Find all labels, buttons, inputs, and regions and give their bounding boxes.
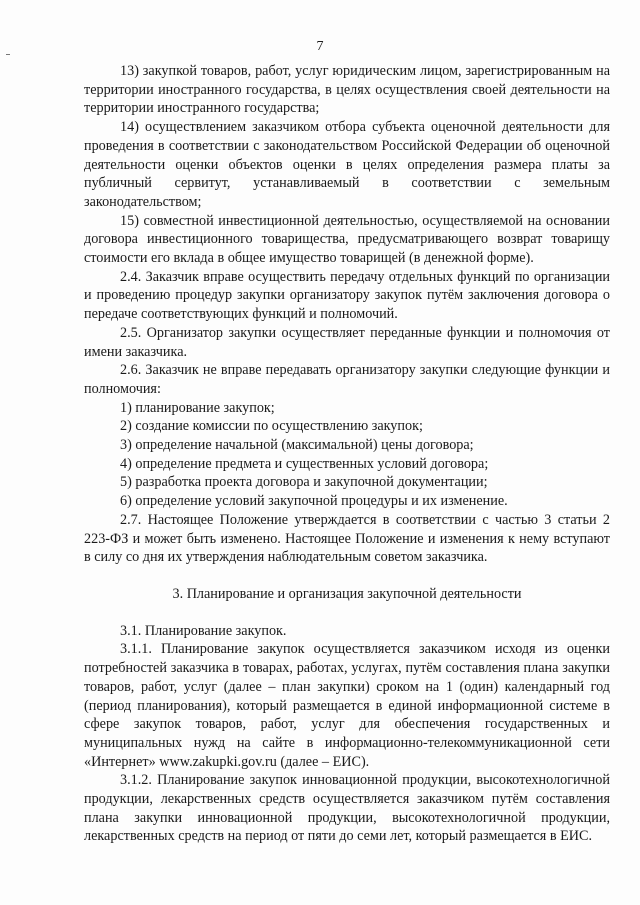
paragraph: 2.6. Заказчик не вправе передавать организатору закупки следующие функции и полномочия: <box>84 362 610 397</box>
paragraph: 3.1.2. Планирование закупок инновационной продукции, высокотехнологичной продукции, лекарственных средств осуществляется заказчиком путём составления плана закупки инновационной продукции, высокотехнологичной продукции, лекарственных средств на период от пяти до семи лет, который размещается в ЕИС. <box>84 772 610 845</box>
section-heading: 3. Планирование и организация закупочной деятельности <box>172 585 522 602</box>
list-item: 2) создание комиссии по осуществлению закупок; <box>120 418 423 435</box>
list-item: 3) определение начальной (максимальной) цены договора; <box>120 437 474 454</box>
paragraph: 13) закупкой товаров, работ, услуг юридическим лицом, зарегистрированным на территории иностранного государства, в целях осуществления своей деятельности на территории иностранного государства; <box>84 63 610 117</box>
list-item: 5) разработка проекта договора и закупочной документации; <box>120 474 488 491</box>
paragraph: 14) осуществлением заказчиком отбора субъекта оценочной деятельности для проведения в соответствии с законодательством Российской Федерации об оценочной деятельности оценки объектов оценки в целях определения размера платы за публичный сервитут, устанавливаемый в соответствии с земельным законодательством; <box>84 119 610 210</box>
document-body <box>84 62 610 846</box>
page-number: 7 <box>316 39 324 54</box>
paragraph: 2.7. Настоящее Положение утверждается в соответствии с частью 3 статьи 2 223-ФЗ и может быть изменено. Настоящее Положение и изменения к нему вступают в силу со дня их утверждения наблюдательным советом заказчика. <box>84 511 610 566</box>
list-item: 6) определение условий закупочной процедуры и их изменение. <box>120 493 508 510</box>
paragraph: 3.1. Планирование закупок. <box>120 622 287 639</box>
paragraph: 2.4. Заказчик вправе осуществить передачу отдельных функций по организации и проведению процедур закупки организатору закупок путём заключения договора о передаче соответствующих функций и полномочий. <box>84 268 610 323</box>
list-item: 4) определение предмета и существенных условий договора; <box>120 455 489 472</box>
paragraph: 15) совместной инвестиционной деятельностью, осуществляемой на основании договора инвестиционного товарищества, предусматривающего возврат товарищу стоимости его вклада в общее имущество товарищей (в денежной форме). <box>84 212 610 267</box>
list-item: 1) планирование закупок; <box>120 399 275 416</box>
paragraph: 2.5. Организатор закупки осуществляет переданные функции и полномочия от имени заказчика. <box>84 324 610 360</box>
paragraph: 3.1.1. Планирование закупок осуществляется заказчиком исходя из оценки потребностей заказчика в товарах, работах, услугах, путём составления плана закупки товаров, работ, услуг (далее – план закупки) сроком на 1 (один) календарный год (период планирования), который размещается в единой информационной системе в сфере закупок товаров, работ, услуг для обеспечения государственных и муниципальных нужд на сайте в информационно-телекоммуникационной сети «Интернет» www.zakupki.gov.ru (далее – ЕИС). <box>84 641 610 770</box>
